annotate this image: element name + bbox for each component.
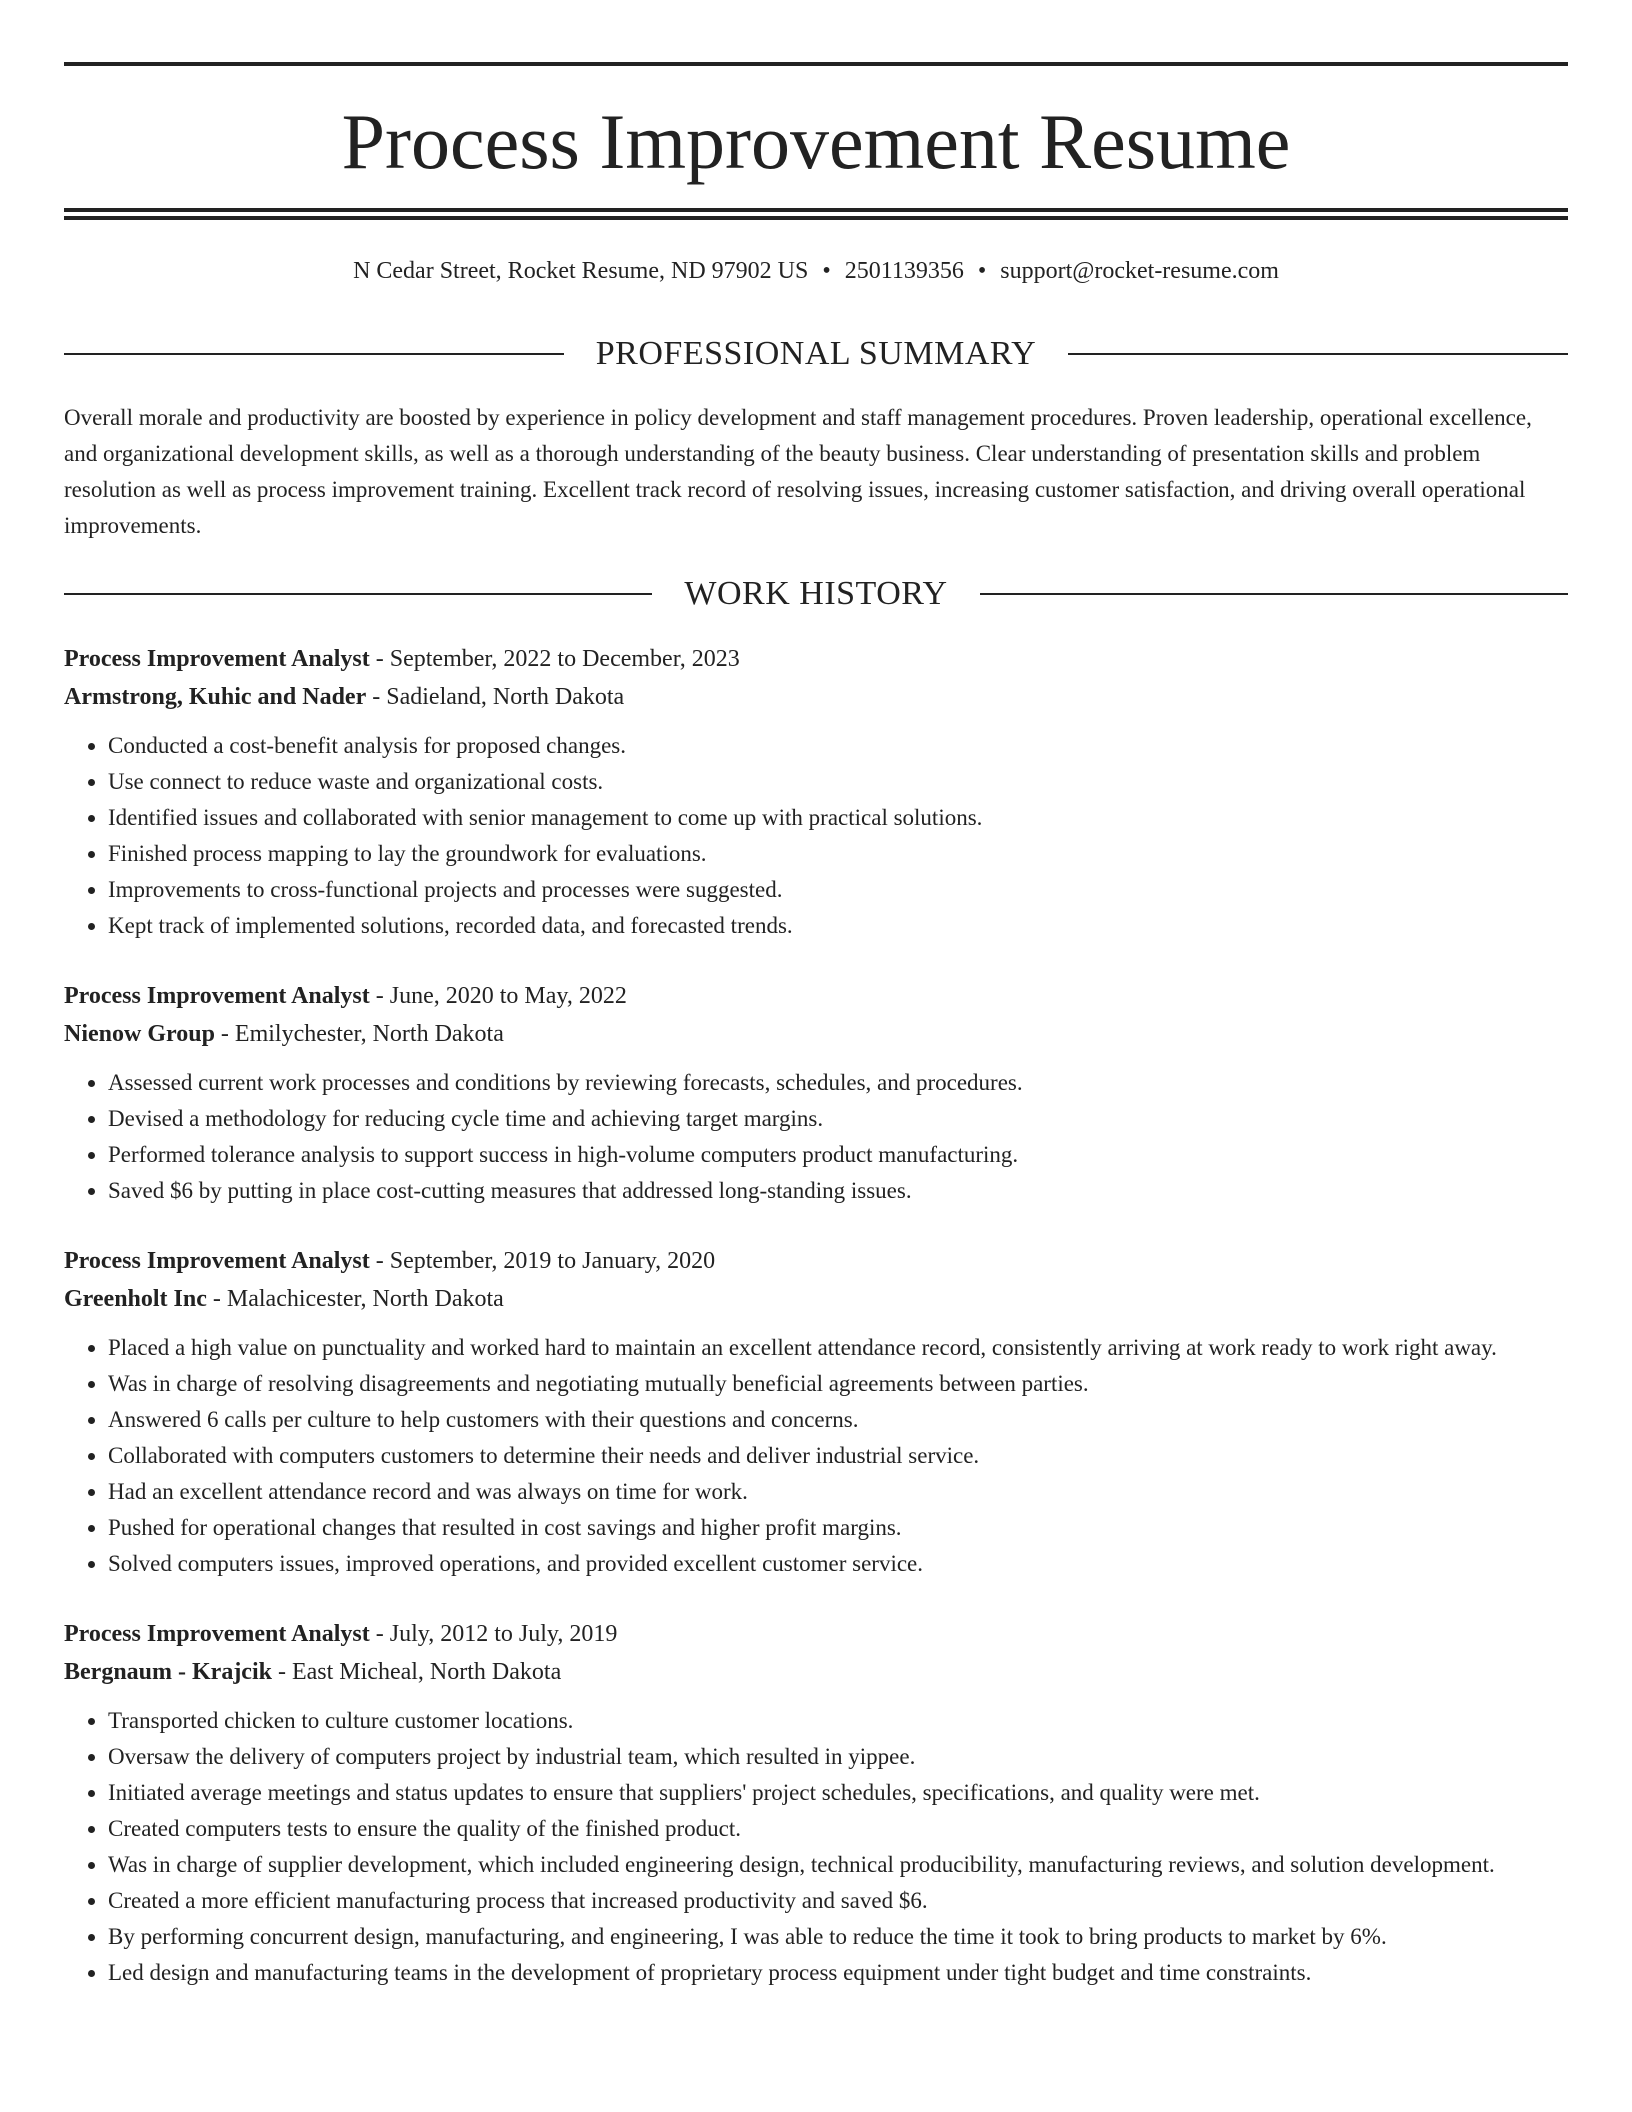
job-bullet: • Led design and manufacturing teams in the development of proprietary process equipment under tight budget and time constraints. xyxy=(108,1955,1568,1991)
job-title-line xyxy=(64,640,1568,678)
job-entry xyxy=(64,1615,1568,1991)
job-bullets xyxy=(64,1703,1568,1991)
job-entry xyxy=(64,640,1568,944)
job-bullet: • Initiated average meetings and status updates to ensure that suppliers' project schedules, specifications, and quality were met. xyxy=(108,1775,1568,1811)
job-location: - Sadieland, North Dakota xyxy=(366,684,625,710)
work-history-heading xyxy=(64,572,1568,616)
job-bullet: • Saved $6 by putting in place cost-cutting measures that addressed long-standing issues. xyxy=(108,1173,1568,1209)
job-location: - Malachicester, North Dakota xyxy=(206,1286,504,1312)
work-history-heading-text: WORK HISTORY xyxy=(684,575,948,612)
job-bullet: • Devised a methodology for reducing cycle time and achieving target margins. xyxy=(108,1101,1568,1137)
job-dates: - September, 2022 to December, 2023 xyxy=(369,646,740,672)
job-title-line xyxy=(64,1242,1568,1280)
job-bullet: • Collaborated with computers customers to determine their needs and deliver industrial service. xyxy=(108,1438,1568,1474)
job-company-line xyxy=(64,1280,1568,1318)
job-bullet: • Performed tolerance analysis to support success in high-volume computers product manufacturing. xyxy=(108,1137,1568,1173)
job-bullet: • Use connect to reduce waste and organizational costs. xyxy=(108,764,1568,800)
job-bullet: • Was in charge of resolving disagreements and negotiating mutually beneficial agreements between parties. xyxy=(108,1366,1568,1402)
job-company: Armstrong, Kuhic and Nader xyxy=(64,684,367,710)
job-company-line xyxy=(64,1015,1568,1053)
job-bullet: • Placed a high value on punctuality and worked hard to maintain an excellent attendance record, consistently arriving at work ready to work right away. xyxy=(108,1330,1568,1366)
contact-separator: • xyxy=(977,258,987,284)
job-bullet: • Created a more efficient manufacturing process that increased productivity and saved $6. xyxy=(108,1883,1568,1919)
job-bullets xyxy=(64,1330,1568,1582)
title-double-rule-lower xyxy=(64,216,1568,220)
job-title: Process Improvement Analyst xyxy=(64,983,370,1009)
title-double-rule-upper xyxy=(64,208,1568,212)
job-company-line xyxy=(64,1653,1568,1691)
job-dates: - June, 2020 to May, 2022 xyxy=(369,983,627,1009)
job-title: Process Improvement Analyst xyxy=(64,646,370,672)
summary-heading-text: PROFESSIONAL SUMMARY xyxy=(595,335,1037,372)
job-company: Greenholt Inc xyxy=(64,1286,207,1312)
contact-separator: • xyxy=(822,258,831,284)
heading-rule-left xyxy=(64,353,564,355)
job-dates: - July, 2012 to July, 2019 xyxy=(369,1621,618,1647)
job-bullet: • Had an excellent attendance record and was always on time for work. xyxy=(108,1474,1568,1510)
job-company: Bergnaum - Krajcik xyxy=(64,1659,272,1685)
job-bullet: • Was in charge of supplier development, which included engineering design, technical producibility, manufacturing reviews, and solution development. xyxy=(108,1847,1568,1883)
job-company: Nienow Group xyxy=(64,1021,215,1047)
job-bullet: • Solved computers issues, improved operations, and provided excellent customer service. xyxy=(108,1546,1568,1582)
contact-address: N Cedar Street, Rocket Resume, ND 97902 US xyxy=(353,258,809,284)
heading-rule-left xyxy=(64,593,652,595)
job-title: Process Improvement Analyst xyxy=(64,1248,370,1274)
summary-text: Overall morale and productivity are boosted by experience in policy development and staff management procedures. Proven leadership, operational excellence, and organizational development skills, as well as a thorough understanding of the beauty business. Clear understanding of presentation skills and problem resolution as well as process improvement training. Excellent track record of resolving issues, increasing customer satisfaction, and driving overall operational improvements. xyxy=(64,405,1532,538)
heading-rule-right xyxy=(980,593,1568,595)
job-bullet: • By performing concurrent design, manufacturing, and engineering, I was able to reduce the time it took to bring products to market by 6%. xyxy=(108,1919,1568,1955)
job-bullet: • Assessed current work processes and conditions by reviewing forecasts, schedules, and procedures. xyxy=(108,1065,1568,1101)
job-bullet: • Pushed for operational changes that resulted in cost savings and higher profit margins. xyxy=(108,1510,1568,1546)
contact-email: support@rocket-resume.com xyxy=(1000,258,1279,284)
job-bullet: • Conducted a cost-benefit analysis for proposed changes. xyxy=(108,728,1568,764)
job-bullet: • Answered 6 calls per culture to help customers with their questions and concerns. xyxy=(108,1402,1568,1438)
top-rule xyxy=(64,62,1568,66)
job-bullet: • Finished process mapping to lay the groundwork for evaluations. xyxy=(108,836,1568,872)
contact-line xyxy=(64,254,1568,288)
heading-rule-right xyxy=(1068,353,1568,355)
job-dates: - September, 2019 to January, 2020 xyxy=(369,1248,716,1274)
job-entry xyxy=(64,1242,1568,1582)
job-location: - East Micheal, North Dakota xyxy=(271,1659,562,1685)
job-location: - Emilychester, North Dakota xyxy=(214,1021,504,1047)
job-bullet: • Improvements to cross-functional projects and processes were suggested. xyxy=(108,872,1568,908)
job-title-line xyxy=(64,977,1568,1015)
job-entry xyxy=(64,977,1568,1209)
job-bullet: • Identified issues and collaborated with senior management to come up with practical solutions. xyxy=(108,800,1568,836)
contact-phone: 2501139356 xyxy=(844,258,964,284)
job-company-line xyxy=(64,678,1568,716)
summary-heading xyxy=(64,332,1568,376)
job-bullet: • Created computers tests to ensure the quality of the finished product. xyxy=(108,1811,1568,1847)
job-bullet: • Transported chicken to culture customer locations. xyxy=(108,1703,1568,1739)
job-title: Process Improvement Analyst xyxy=(64,1621,370,1647)
job-title-line xyxy=(64,1615,1568,1653)
job-bullets xyxy=(64,1065,1568,1209)
job-bullets xyxy=(64,728,1568,944)
document-title: Process Improvement Resume xyxy=(341,98,1291,185)
job-bullet: • Oversaw the delivery of computers project by industrial team, which resulted in yippee. xyxy=(108,1739,1568,1775)
work-history-list xyxy=(64,640,1568,2024)
job-bullet: • Kept track of implemented solutions, recorded data, and forecasted trends. xyxy=(108,908,1568,944)
